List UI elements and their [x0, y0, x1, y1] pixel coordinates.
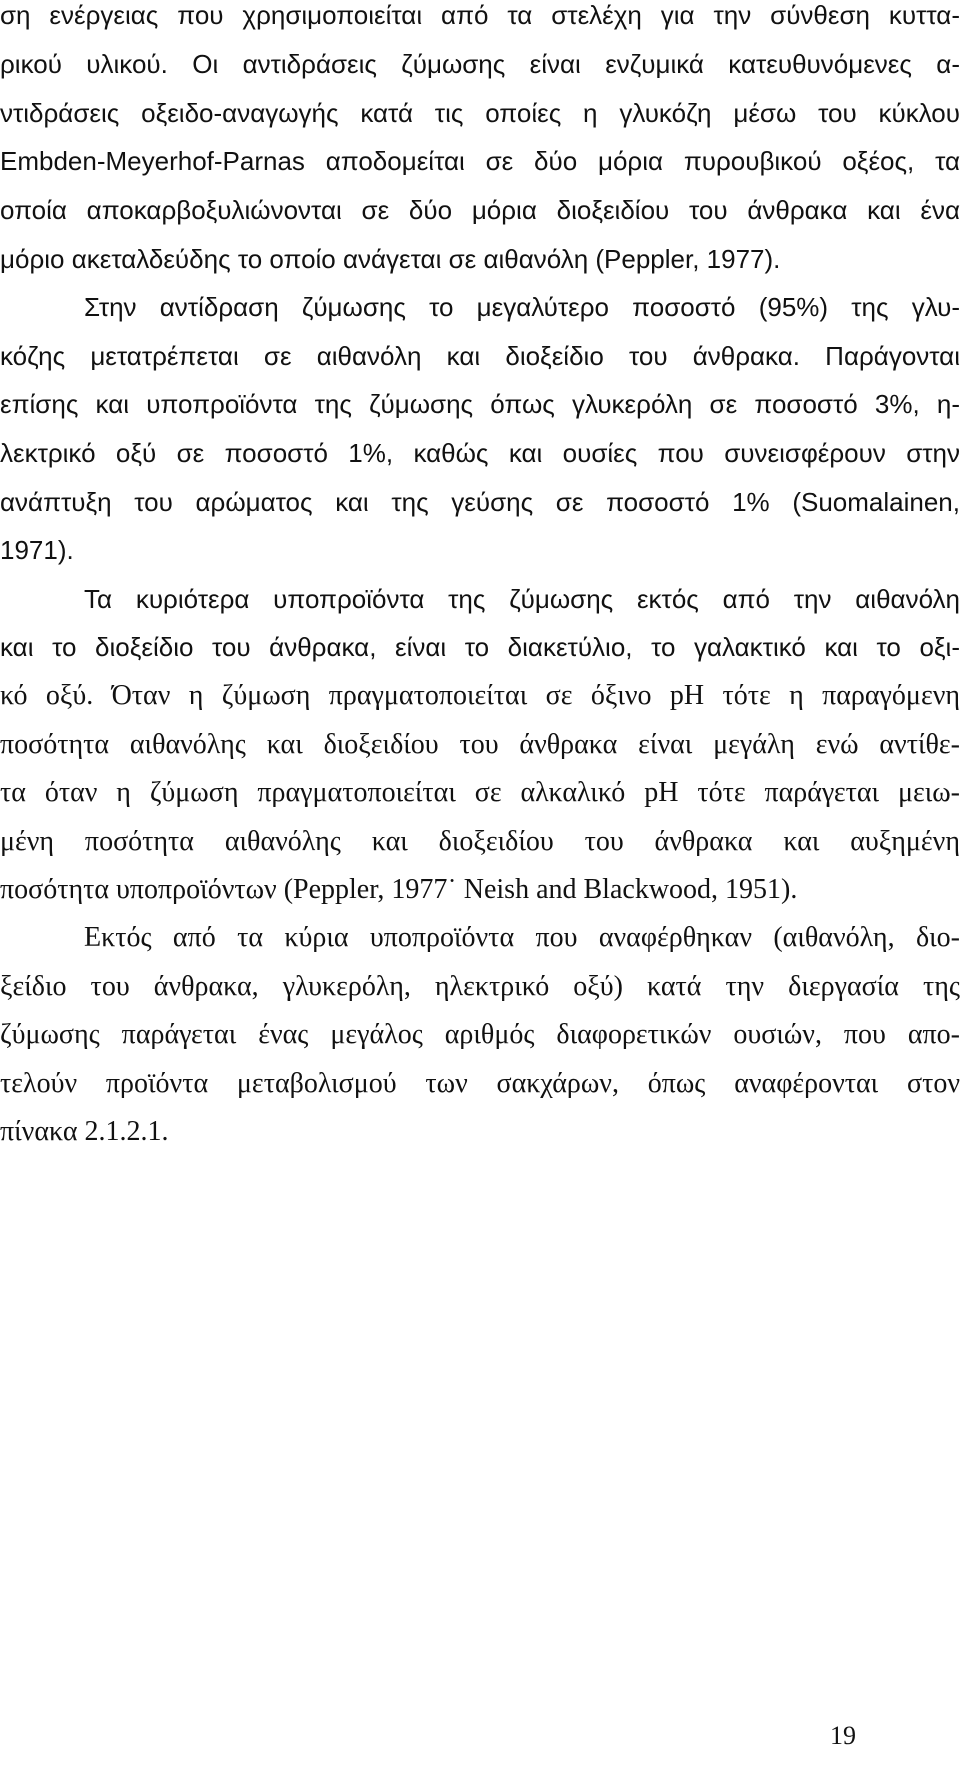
text-line: λεκτρικό οξύ σε ποσοστό 1%, καθώς και ουσίες που συνεισφέρουν στην — [0, 438, 960, 468]
text-line: κόζης μετατρέπεται σε αιθανόλη και διοξείδιο του άνθρακα. Παράγονται — [0, 341, 960, 371]
text-line: Εκτός από τα κύρια υποπροϊόντα που αναφέρθηκαν (αιθανόλη, διο- — [84, 922, 960, 953]
text-line: Στην αντίδραση ζύμωσης το μεγαλύτερο ποσοστό (95%) της γλυ- — [84, 292, 960, 322]
text-line: ντιδράσεις οξειδο-αναγωγής κατά τις οποίες η γλυκόζη μέσω του κύκλου — [0, 98, 960, 128]
text-line: Embden-Meyerhof-Parnas αποδομείται σε δύο μόρια πυρουβικού οξέος, τα — [0, 146, 960, 176]
text-line: ξείδιο του άνθρακα, γλυκερόλη, ηλεκτρικό οξύ) κατά την διεργασία της — [0, 971, 960, 1002]
text-line: τελούν προϊόντα μεταβολισμού των σακχάρων, όπως αναφέρονται στον — [0, 1068, 960, 1099]
text-line: πίνακα 2.1.2.1. — [0, 1116, 169, 1147]
text-line: ποσότητα υποπροϊόντων (Peppler, 1977˙ Neish and Blackwood, 1951). — [0, 874, 798, 905]
text-line: ανάπτυξη του αρώματος και της γεύσης σε ποσοστό 1% (Suomalainen, — [0, 487, 960, 517]
text-line: Τα κυριότερα υποπροϊόντα της ζύμωσης εκτός από την αιθανόλη — [84, 584, 960, 614]
text-line: οποία αποκαρβοξυλιώνονται σε δύο μόρια διοξειδίου του άνθρακα και ένα — [0, 195, 960, 225]
text-line: ζύμωσης παράγεται ένας μεγάλος αριθμός διαφορετικών ουσιών, που απο- — [0, 1019, 960, 1050]
page-number: 19 — [830, 1721, 856, 1750]
text-line: μόριο ακεταλδεύδης το οποίο ανάγεται σε αιθανόλη (Peppler, 1977). — [0, 244, 781, 274]
text-line: κό οξύ. Όταν η ζύμωση πραγματοποιείται σε όξινο pH τότε η παραγόμενη — [0, 680, 960, 711]
text-line: ση ενέργειας που χρησιμοποιείται από τα στελέχη για την σύνθεση κυττα- — [0, 0, 960, 30]
text-line: επίσης και υποπροϊόντα της ζύμωσης όπως γλυκερόλη σε ποσοστό 3%, η- — [0, 389, 960, 419]
text-line: τα όταν η ζύμωση πραγματοποιείται σε αλκαλικό pH τότε παράγεται μειω- — [0, 777, 960, 808]
text-line: και το διοξείδιο του άνθρακα, είναι το διακετύλιο, το γαλακτικό και το οξι- — [0, 632, 960, 662]
text-line: 1971). — [0, 535, 74, 565]
text-line: ποσότητα αιθανόλης και διοξειδίου του άνθρακα είναι μεγάλη ενώ αντίθε- — [0, 729, 960, 760]
text-line: ρικού υλικού. Οι αντιδράσεις ζύμωσης είναι ενζυμικά κατευθυνόμενες α- — [0, 49, 960, 79]
text-line: μένη ποσότητα αιθανόλης και διοξειδίου του άνθρακα και αυξημένη — [0, 826, 960, 857]
